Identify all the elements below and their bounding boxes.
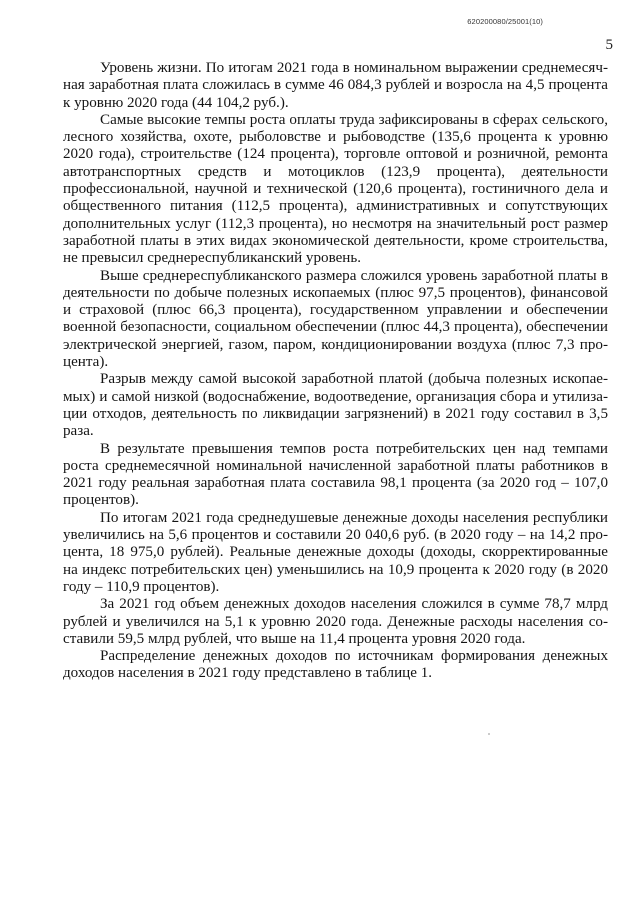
document-code: 620200080/25001(10): [467, 17, 543, 26]
paragraph-real-wage: В результате превышения темпов роста потребительских цен над темпами роста среднемесячной номинальной начисленной заработной платы работников в 2021 году реальная заработная плата составила 98,1 процента (за 2020 год – 107,0 процентов).: [63, 440, 608, 509]
page-number: 5: [605, 37, 613, 53]
scan-speck: [488, 733, 490, 735]
paragraph-per-capita-income: По итогам 2021 года среднедушевые денежные доходы населения республики увеличились на 5,6 процентов и составили 20 040,6 руб. (в 2020 году – на 14,2 процента, 18 975,0 рублей). Реальные денежные доходы (доходы, скорректированные на индекс потребительских цен) уменьшились на 10,9 процента к 2020 году (в 2020 году – 110,9 процентов).: [63, 509, 608, 595]
paragraph-income-distribution: Распределение денежных доходов по источникам формирования денежных доходов населения в 2021 году представлено в таблице 1.: [63, 648, 608, 682]
paragraph-living-standard: Уровень жизни. По итогам 2021 года в номинальном выражении среднемесячная заработная плата сложилась в сумме 46 084,3 рублей и возросла на 4,5 процента к уровню 2020 года (44 104,2 руб.).: [63, 60, 608, 111]
paragraph-income-volume: За 2021 год объем денежных доходов населения сложился в сумме 78,7 млрд рублей и увеличился на 5,1 к уровню 2020 года. Денежные расходы населения составили 59,5 млрд рублей, что выше на 11,4 процента уровня 2020 года.: [63, 596, 608, 647]
body-text: [63, 60, 608, 683]
paragraph-wage-gap: Разрыв между самой высокой заработной платой (добыча полезных ископаемых) и самой низкой (водоснабжение, водоотведение, организация сбора и утилизации отходов, деятельность по ликвидации загрязнений) в 2021 году составил в 3,5 раза.: [63, 371, 608, 440]
paragraph-above-average: Выше среднереспубликанского размера сложился уровень заработной платы в деятельности по добыче полезных ископаемых (плюс 97,5 процентов), финансовой и страховой (плюс 66,3 процента), государственном управлении и обеспечении военной безопасности, социальном обеспечении (плюс 44,3 процента), обеспечении электрической энергией, газом, паром, кондиционировании воздуха (плюс 7,3 процента).: [63, 267, 608, 371]
paragraph-highest-growth: Самые высокие темпы роста оплаты труда зафиксированы в сферах сельского, лесного хозяйства, охоте, рыболовстве и рыбоводстве (135,6 процента к уровню 2020 года), строительстве (124 процента), торговле оптовой и розничной, ремонта автотранспортных средств и мотоциклов (123,9 процента), деятельности профессиональной, научной и технической (120,6 процента), гостиничного дела и общественного питания (112,5 процента), административных и сопутствующих дополнительных услуг (112,3 процента), но несмотря на значительный рост размер заработной платы в этих видах экономической деятельности, кроме строительства, не превысил среднереспубликанский уровень.: [63, 111, 608, 267]
